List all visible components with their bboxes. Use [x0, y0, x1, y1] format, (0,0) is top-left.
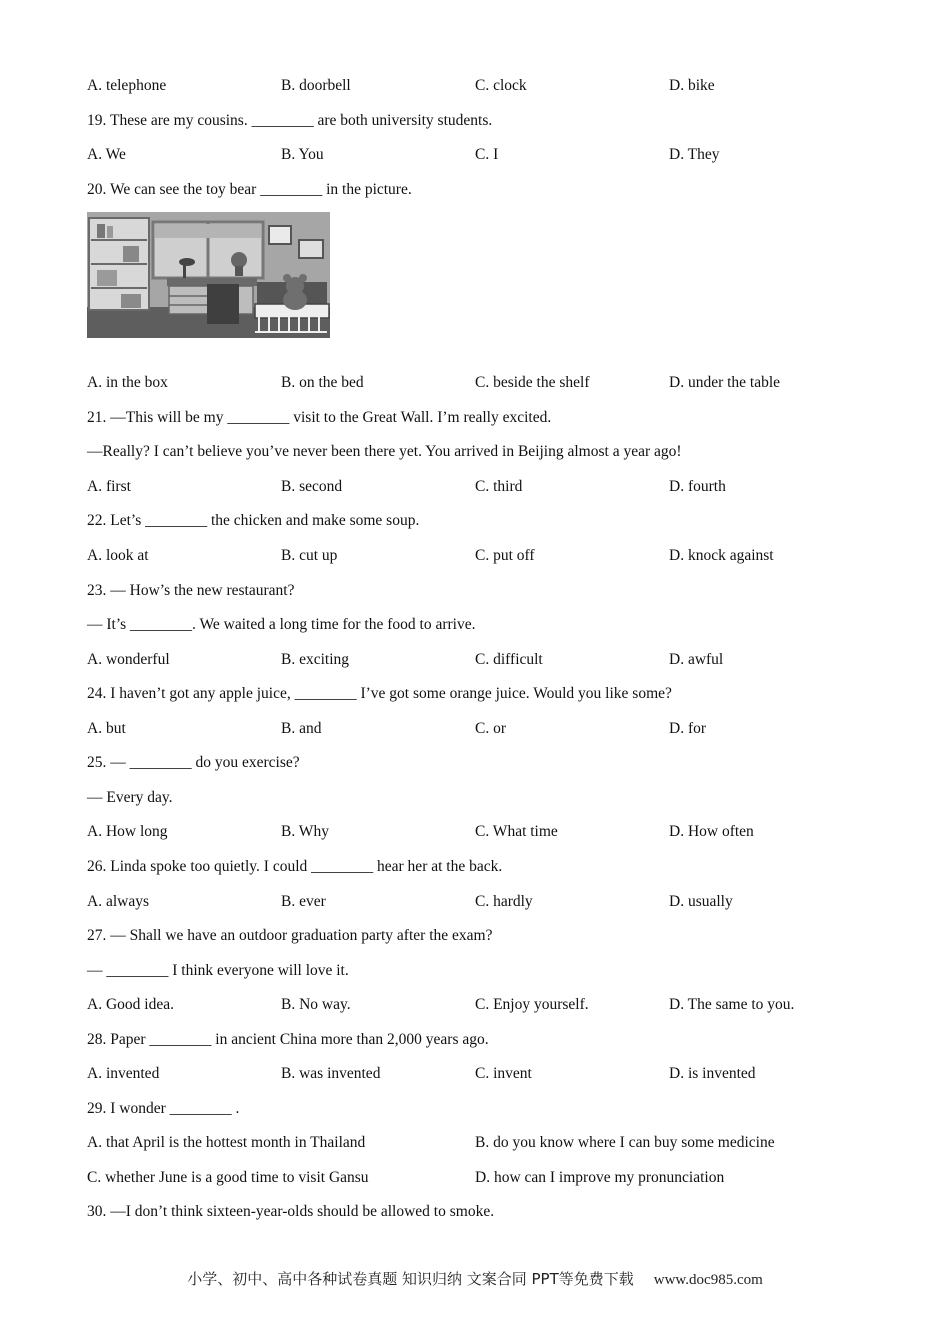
option-a: A. that April is the hottest month in Thailand: [87, 1134, 366, 1151]
option-b: B. cut up: [281, 547, 338, 564]
option-a: A. always: [87, 893, 149, 910]
option-d: D. is invented: [669, 1065, 756, 1082]
q25-reply: — Every day.: [87, 789, 173, 806]
option-a: A. first: [87, 478, 131, 495]
option-a: A. in the box: [87, 374, 168, 391]
option-b: B. No way.: [281, 996, 351, 1013]
option-a: A. wonderful: [87, 651, 170, 668]
option-d: D. The same to you.: [669, 996, 795, 1013]
option-b: B. ever: [281, 893, 326, 910]
q25-options: [87, 822, 867, 842]
q27-reply: — ________ I think everyone will love it.: [87, 962, 349, 979]
q23-reply: — It’s ________. We waited a long time for the food to arrive.: [87, 616, 476, 633]
option-c: C. or: [475, 720, 506, 737]
option-a: A. We: [87, 146, 126, 163]
q26-stem: 26. Linda spoke too quietly. I could ________ hear her at the back.: [87, 858, 503, 875]
option-c: C. difficult: [475, 651, 543, 668]
q18-options: [87, 76, 867, 96]
q29-stem: 29. I wonder ________ .: [87, 1100, 240, 1117]
option-b: B. and: [281, 720, 322, 737]
q30-stem: 30. —I don’t think sixteen-year-olds should be allowed to smoke.: [87, 1203, 495, 1220]
option-a: A. look at: [87, 547, 149, 564]
q20-stem: 20. We can see the toy bear ________ in the picture.: [87, 181, 412, 198]
q19-stem: 19. These are my cousins. ________ are both university students.: [87, 112, 493, 129]
q28-stem: 28. Paper ________ in ancient China more than 2,000 years ago.: [87, 1031, 489, 1048]
q22-options: [87, 546, 867, 566]
option-b: B. second: [281, 478, 343, 495]
q22-stem: 22. Let’s ________ the chicken and make some soup.: [87, 512, 420, 529]
footer-url[interactable]: www.doc985.com: [653, 1272, 763, 1288]
option-d: D. for: [669, 720, 707, 737]
q23-stem: 23. — How’s the new restaurant?: [87, 582, 295, 599]
option-c: C. whether June is a good time to visit Gansu: [87, 1169, 369, 1186]
option-b: B. You: [281, 146, 324, 163]
q29-options-row1: [87, 1133, 867, 1153]
option-c: C. invent: [475, 1065, 532, 1082]
option-c: C. third: [475, 478, 523, 495]
option-b: B. exciting: [281, 651, 350, 668]
option-a: A. How long: [87, 823, 168, 840]
option-d: D. They: [669, 146, 720, 163]
q24-options: [87, 719, 867, 739]
option-c: C. What time: [475, 823, 558, 840]
option-b: B. on the bed: [281, 374, 364, 391]
option-b: B. doorbell: [281, 77, 351, 94]
q26-options: [87, 892, 867, 912]
q25-stem: 25. — ________ do you exercise?: [87, 754, 300, 771]
option-d: D. How often: [669, 823, 754, 840]
option-d: D. how can I improve my pronunciation: [475, 1169, 725, 1186]
option-c: C. beside the shelf: [475, 374, 590, 391]
option-c: C. put off: [475, 547, 535, 564]
option-c: C. I: [475, 146, 499, 163]
q28-options: [87, 1064, 867, 1084]
option-b: B. do you know where I can buy some medicine: [475, 1134, 775, 1151]
option-c: C. hardly: [475, 893, 533, 910]
option-a: A. telephone: [87, 77, 167, 94]
q19-options: [87, 145, 867, 165]
footer-text: 小学、初中、高中各种试卷真题 知识归纳 文案合同 PPT等免费下载: [187, 1270, 634, 1288]
option-a: A. but: [87, 720, 126, 737]
q21-stem: 21. —This will be my ________ visit to the Great Wall. I’m really excited.: [87, 409, 552, 426]
q20-options: [87, 373, 867, 393]
q21-options: [87, 477, 867, 497]
q21-reply: —Really? I can’t believe you’ve never been there yet. You arrived in Beijing almost a year ago!: [87, 443, 682, 460]
option-d: D. awful: [669, 651, 724, 668]
q27-options: [87, 995, 867, 1015]
option-a: A. invented: [87, 1065, 160, 1082]
page-footer: [0, 1269, 950, 1290]
bedroom-picture: [87, 212, 330, 338]
option-b: B. was invented: [281, 1065, 381, 1082]
option-c: C. Enjoy yourself.: [475, 996, 589, 1013]
option-a: A. Good idea.: [87, 996, 174, 1013]
option-d: D. bike: [669, 77, 715, 94]
q24-stem: 24. I haven’t got any apple juice, ________ I’ve got some orange juice. Would you like some?: [87, 685, 672, 702]
q23-options: [87, 650, 867, 670]
option-d: D. under the table: [669, 374, 781, 391]
option-d: D. usually: [669, 893, 733, 910]
q27-stem: 27. — Shall we have an outdoor graduation party after the exam?: [87, 927, 493, 944]
option-d: D. fourth: [669, 478, 726, 495]
option-c: C. clock: [475, 77, 527, 94]
q29-options-row2: [87, 1168, 867, 1188]
option-d: D. knock against: [669, 547, 774, 564]
option-b: B. Why: [281, 823, 329, 840]
